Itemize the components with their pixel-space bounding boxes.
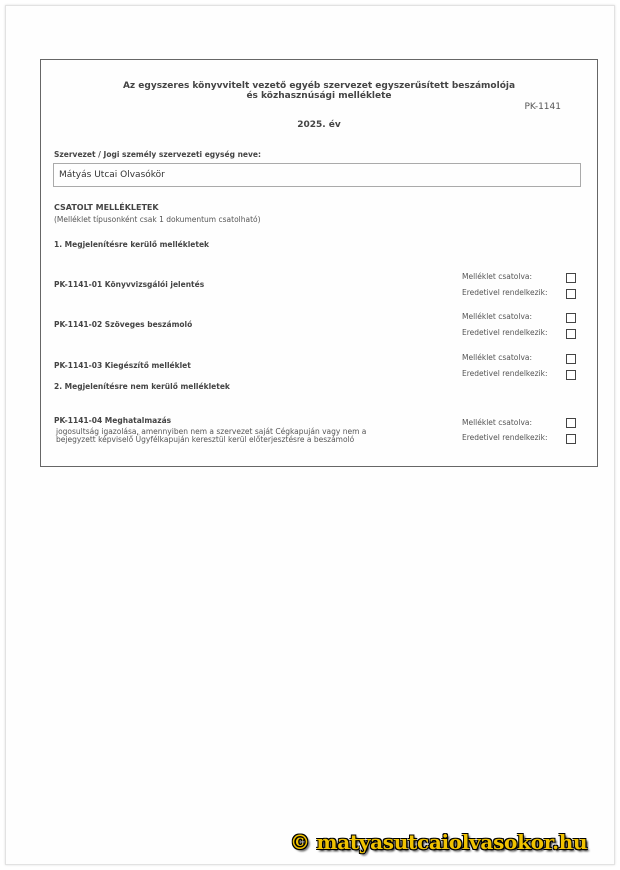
original-label: Eredetivel rendelkezik: bbox=[462, 288, 548, 297]
attached-checkbox[interactable] bbox=[566, 313, 576, 323]
attached-label: Melléklet csatolva: bbox=[462, 272, 533, 281]
organization-label: Szervezet / Jogi személy szervezeti egység neve: bbox=[54, 150, 261, 159]
original-checkbox[interactable] bbox=[566, 370, 576, 380]
attached-label: Melléklet csatolva: bbox=[462, 418, 533, 427]
attached-checkbox[interactable] bbox=[566, 273, 576, 283]
original-label: Eredetivel rendelkezik: bbox=[462, 433, 548, 442]
watermark: © matyasutcaiolvasokor.hu bbox=[290, 830, 588, 854]
original-label: Eredetivel rendelkezik: bbox=[462, 369, 548, 378]
description-line: bejegyzett képviselő Ügyfélkapuján keresztül kerül előterjesztésre a beszámoló bbox=[56, 435, 355, 444]
description-line: jogosultság igazolása, amennyiben nem a szervezet saját Cégkapuján vagy nem a bbox=[56, 427, 367, 436]
section1-title: 1. Megjelenítésre kerülő mellékletek bbox=[54, 240, 210, 249]
attachment-item-description bbox=[56, 428, 386, 444]
attached-label: Melléklet csatolva: bbox=[462, 312, 533, 321]
original-checkbox[interactable] bbox=[566, 329, 576, 339]
form-title-line1: Az egyszeres könyvvitelt vezető egyéb szervezet egyszerűsített beszámolója bbox=[122, 81, 516, 91]
attached-label: Melléklet csatolva: bbox=[462, 353, 533, 362]
form-title-line2: és közhasznúsági melléklete bbox=[246, 91, 392, 101]
attached-checkbox[interactable] bbox=[566, 354, 576, 364]
attachment-item-title: PK-1141-03 Kiegészítő melléklet bbox=[54, 361, 191, 370]
form-year: 2025. év bbox=[297, 120, 341, 130]
form-title bbox=[41, 81, 597, 101]
attached-checkbox[interactable] bbox=[566, 418, 576, 428]
attachments-note: (Melléklet típusonként csak 1 dokumentum csatolható) bbox=[54, 215, 261, 224]
section2-title: 2. Megjelenítésre nem kerülő mellékletek bbox=[54, 382, 230, 391]
attachment-item-title: PK-1141-01 Könyvvizsgálói jelentés bbox=[54, 280, 205, 289]
original-checkbox[interactable] bbox=[566, 289, 576, 299]
original-label: Eredetivel rendelkezik: bbox=[462, 328, 548, 337]
attachment-item-title: PK-1141-04 Meghatalmazás bbox=[54, 416, 172, 425]
attachments-title: CSATOLT MELLÉKLETEK bbox=[54, 203, 159, 212]
attachment-item-title: PK-1141-02 Szöveges beszámoló bbox=[54, 320, 193, 329]
original-checkbox[interactable] bbox=[566, 434, 576, 444]
organization-name-field[interactable]: Mátyás Utcai Olvasókör bbox=[53, 163, 581, 187]
form-code: PK-1141 bbox=[524, 102, 561, 112]
report-form bbox=[40, 59, 598, 467]
